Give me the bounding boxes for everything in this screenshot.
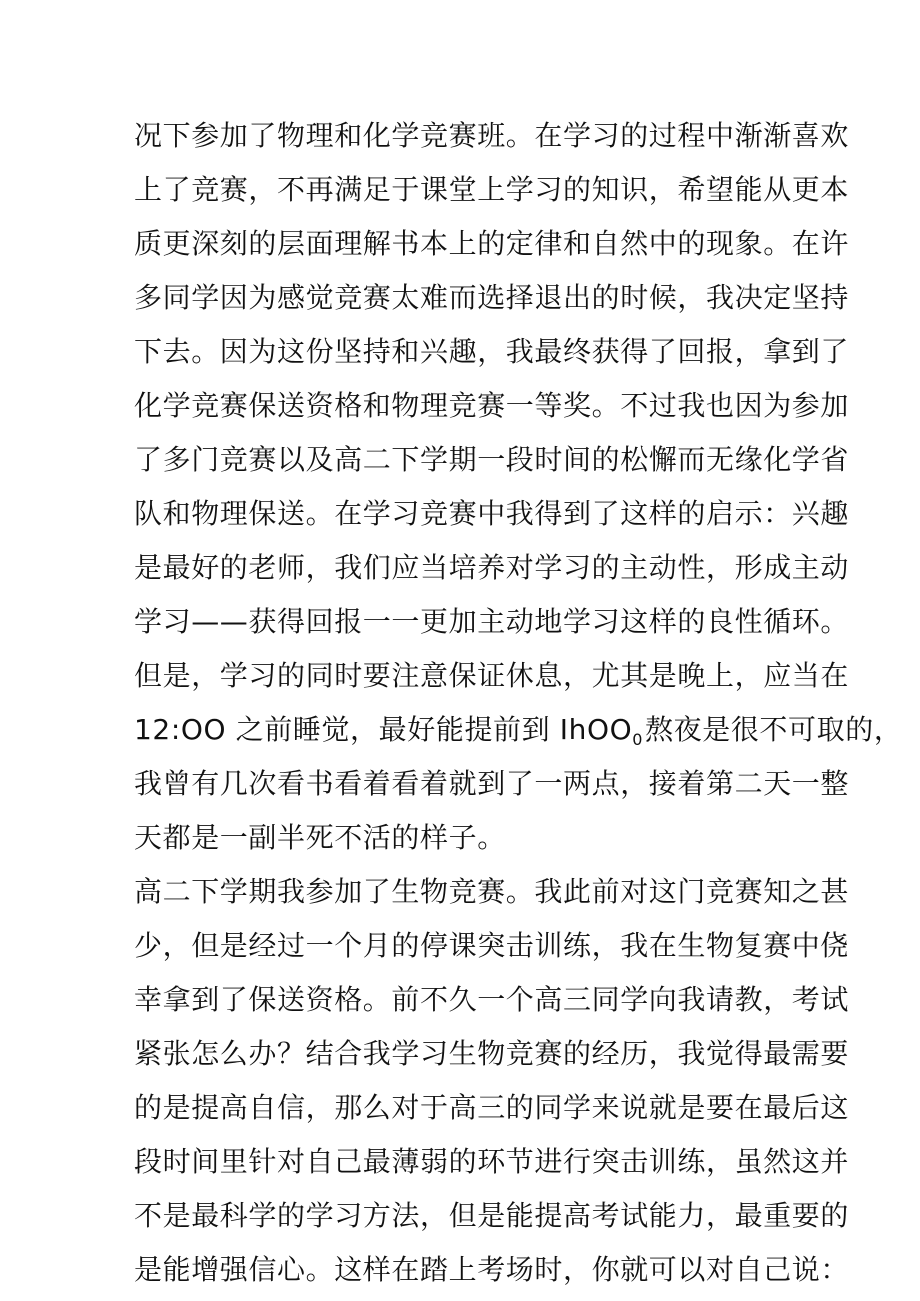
text-line: 但是，学习的同时要注意保证休息，尤其是晚上，应当在 (134, 659, 850, 692)
text-line: 紧张怎么办？结合我学习生物竞赛的经历，我觉得最需要 (134, 1037, 850, 1070)
text-line: 是能增强信心。这样在踏上考场时，你就可以对自己说： (134, 1253, 850, 1286)
text-line: 况下参加了物理和化学竞赛班。在学习的过程中渐渐喜欢 (134, 119, 850, 152)
text-line: 质更深刻的层面理解书本上的定律和自然中的现象。在许 (134, 227, 850, 260)
text-line: 化学竞赛保送资格和物理竞赛一等奖。不过我也因为参加 (134, 389, 850, 422)
text-line: 多同学因为感觉竞赛太难而选择退出的时候，我决定坚持 (134, 281, 850, 314)
text-line: 不是最科学的学习方法，但是能提高考试能力，最重要的 (134, 1199, 850, 1232)
text-line: 段时间里针对自己最薄弱的环节进行突击训练，虽然这并 (134, 1145, 850, 1178)
text-line-with-subscript (134, 703, 903, 757)
text-line: 少，但是经过一个月的停课突击训练，我在生物复赛中侥 (134, 929, 850, 962)
text-line: 的是提高自信，那么对于高三的同学来说就是要在最后这 (134, 1091, 850, 1124)
text-line: 学习——获得回报一一更加主动地学习这样的良性循环。 (134, 605, 850, 638)
text-line: 我曾有几次看书看着看着就到了一两点，接着第二天一整 (134, 767, 850, 800)
text-segment: 12:OO 之前睡觉，最好能提前到 IhOO (134, 713, 633, 746)
text-line: 幸拿到了保送资格。前不久一个高三同学向我请教，考试 (134, 983, 850, 1016)
subscript-digit: 0 (632, 730, 644, 749)
text-line: 上了竞赛，不再满足于课堂上学习的知识，希望能从更本 (134, 173, 850, 206)
text-line: 是最好的老师，我们应当培养对学习的主动性，形成主动 (134, 551, 850, 584)
body-text (134, 109, 903, 1297)
text-line: 了多门竞赛以及高二下学期一段时间的松懈而无缘化学省 (134, 443, 850, 476)
text-line: 高二下学期我参加了生物竞赛。我此前对这门竞赛知之甚 (134, 875, 850, 908)
text-segment: 熬夜是很不可取的， (645, 713, 903, 746)
text-line: 天都是一副半死不活的样子。 (134, 821, 506, 854)
text-line: 队和物理保送。在学习竞赛中我得到了这样的启示：兴趣 (134, 497, 850, 530)
text-line: 下去。因为这份坚持和兴趣，我最终获得了回报，拿到了 (134, 335, 850, 368)
